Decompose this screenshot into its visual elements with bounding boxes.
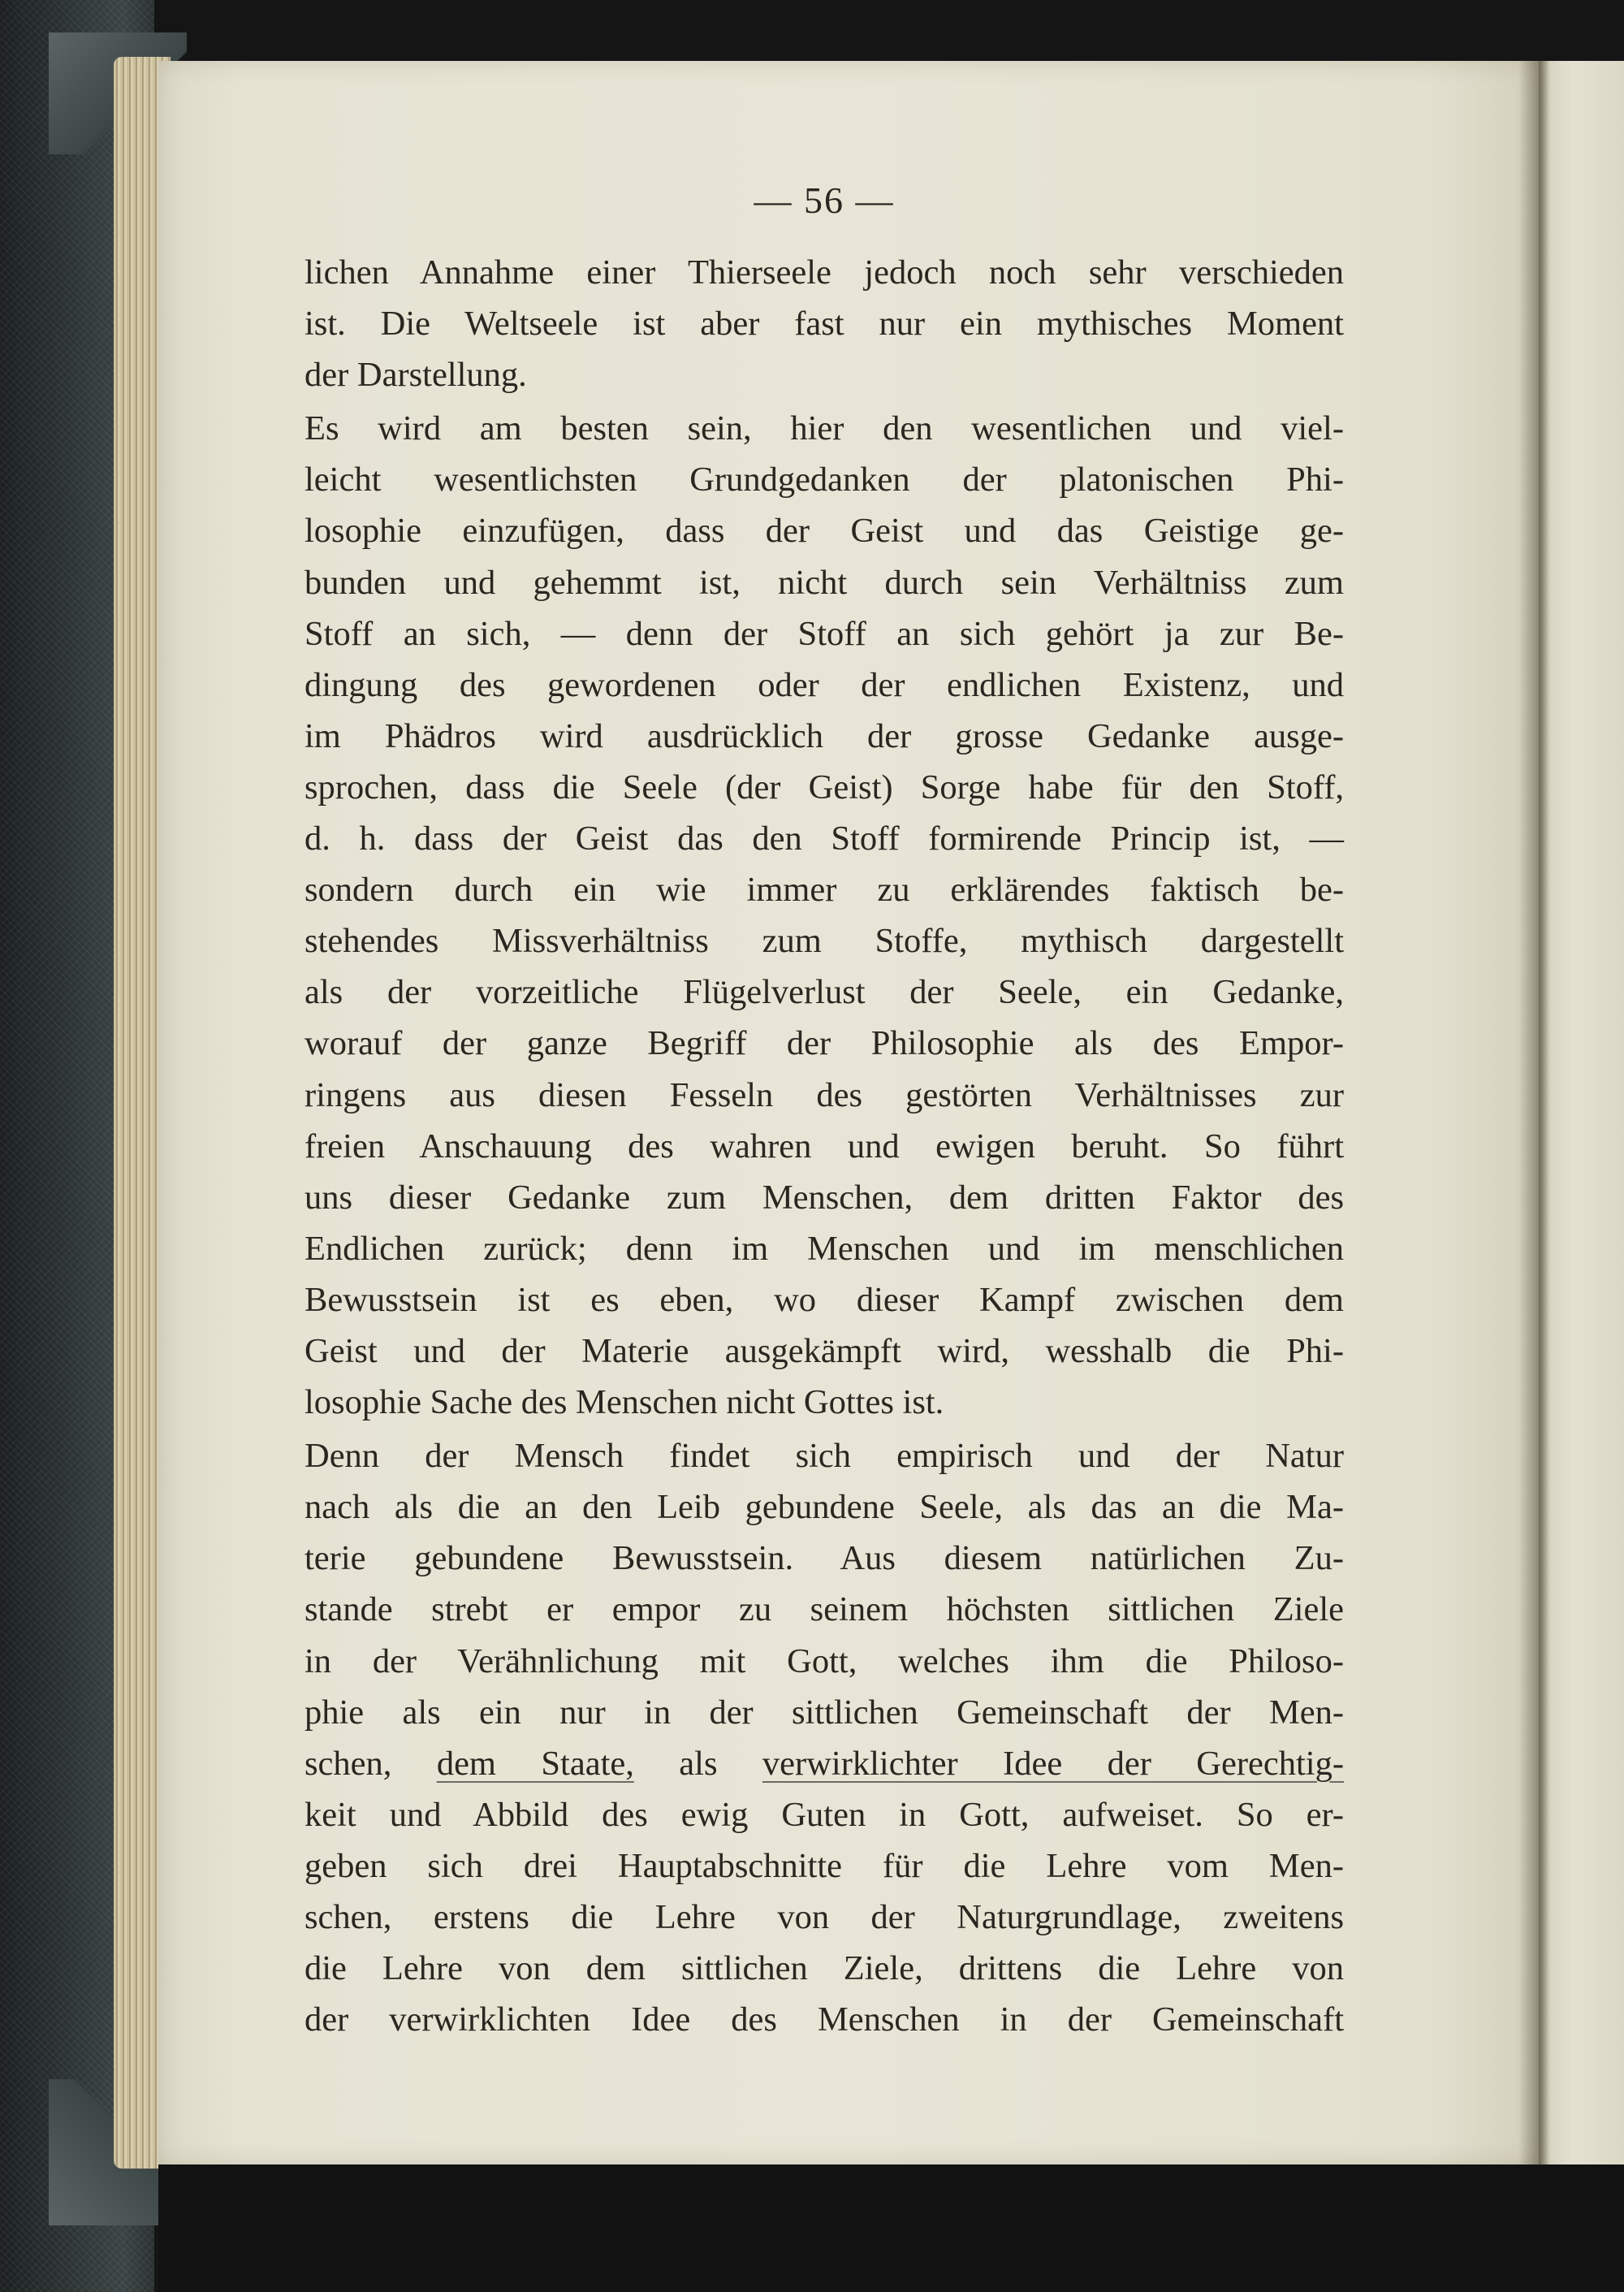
text-line: sprochen, dass die Seele (der Geist) Sorge habe für den Stoff, — [304, 768, 1344, 807]
text-line: die Lehre von dem sittlichen Ziele, drittens die Lehre von — [304, 1949, 1344, 1988]
text-line: Bewusstsein ist es eben, wo dieser Kampf zwischen dem — [304, 1280, 1344, 1319]
text-line: der Darstellung. — [304, 356, 527, 395]
text-line: worauf der ganze Begriff der Philosophie als des Empor- — [304, 1024, 1344, 1063]
text-line: als der vorzeitliche Flügelverlust der Seele, ein Gedanke, — [304, 973, 1344, 1012]
text-line: terie gebundene Bewusstsein. Aus diesem natürlichen Zu- — [304, 1539, 1344, 1578]
text-line: schen, erstens die Lehre von der Naturgrundlage, zweitens — [304, 1898, 1344, 1936]
background-bottom — [158, 2164, 1624, 2292]
text-segment: schen, — [304, 1744, 437, 1783]
text-line: phie als ein nur in der sittlichen Gemeinschaft der Men- — [304, 1693, 1344, 1732]
page-number: — 56 — — [754, 179, 895, 221]
text-line: stande strebt er empor zu seinem höchsten sittlichen Ziele — [304, 1590, 1344, 1629]
text-line: Es wird am besten sein, hier den wesentlichen und viel- — [304, 409, 1344, 448]
text-line: nach als die an den Leib gebundene Seele, als das an die Ma- — [304, 1488, 1344, 1527]
text-line: geben sich drei Hauptabschnitte für die Lehre vom Men- — [304, 1846, 1344, 1885]
text-line: ist. Die Weltseele ist aber fast nur ein mythisches Moment — [304, 305, 1344, 344]
facing-page-edge — [1539, 61, 1624, 2164]
text-line: Stoff an sich, — denn der Stoff an sich gehört ja zur Be- — [304, 614, 1344, 653]
underlined-phrase: verwirklichter Idee der Gerechtig- — [762, 1744, 1344, 1783]
text-line: sondern durch ein wie immer zu erklärendes faktisch be- — [304, 871, 1344, 910]
text-line: bunden und gehemmt ist, nicht durch sein Verhältniss zum — [304, 563, 1344, 602]
text-line: losophie Sache des Menschen nicht Gottes ist. — [304, 1383, 944, 1422]
text-line: dingung des gewordenen oder der endlichen Existenz, und — [304, 665, 1344, 704]
text-line: stehendes Missverhältniss zum Stoffe, mythisch dargestellt — [304, 922, 1344, 961]
text-line: Geist und der Materie ausgekämpft wird, wesshalb die Phi- — [304, 1331, 1344, 1370]
paragraph-3 — [304, 1430, 1344, 2045]
text-line: leicht wesentlichsten Grundgedanken der platonischen Phi- — [304, 461, 1344, 499]
text-line: Denn der Mensch findet sich empirisch und der Natur — [304, 1437, 1344, 1476]
paragraph-2 — [304, 403, 1344, 1428]
text-line: ringens aus diesen Fesseln des gestörten Verhältnisses zur — [304, 1075, 1344, 1114]
text-line: Endlichen zurück; denn im Menschen und im menschlichen — [304, 1229, 1344, 1268]
paragraph-1 — [304, 247, 1344, 400]
text-segment: als — [633, 1744, 762, 1783]
text-line-underlined — [304, 1738, 1344, 1789]
text-line: lichen Annahme einer Thierseele jedoch noch sehr verschieden — [304, 253, 1344, 292]
text-line: in der Verähnlichung mit Gott, welches ihm die Philoso- — [304, 1641, 1344, 1680]
text-line: losophie einzufügen, dass der Geist und das Geistige ge- — [304, 512, 1344, 551]
text-line: uns dieser Gedanke zum Menschen, dem dritten Faktor des — [304, 1178, 1344, 1217]
text-line: der verwirklichten Idee des Menschen in der Gemeinschaft — [304, 2000, 1344, 2039]
text-line: freien Anschauung des wahren und ewigen beruht. So führt — [304, 1127, 1344, 1165]
underlined-phrase: dem Staate, — [436, 1744, 634, 1783]
gutter-shadow — [1518, 61, 1551, 2164]
text-line: im Phädros wird ausdrücklich der grosse Gedanke ausge- — [304, 716, 1344, 755]
body-text — [304, 247, 1344, 2048]
text-line: d. h. dass der Geist das den Stoff formirende Princip ist, — — [304, 819, 1344, 858]
text-line: keit und Abbild des ewig Guten in Gott, aufweiset. So er- — [304, 1795, 1344, 1834]
